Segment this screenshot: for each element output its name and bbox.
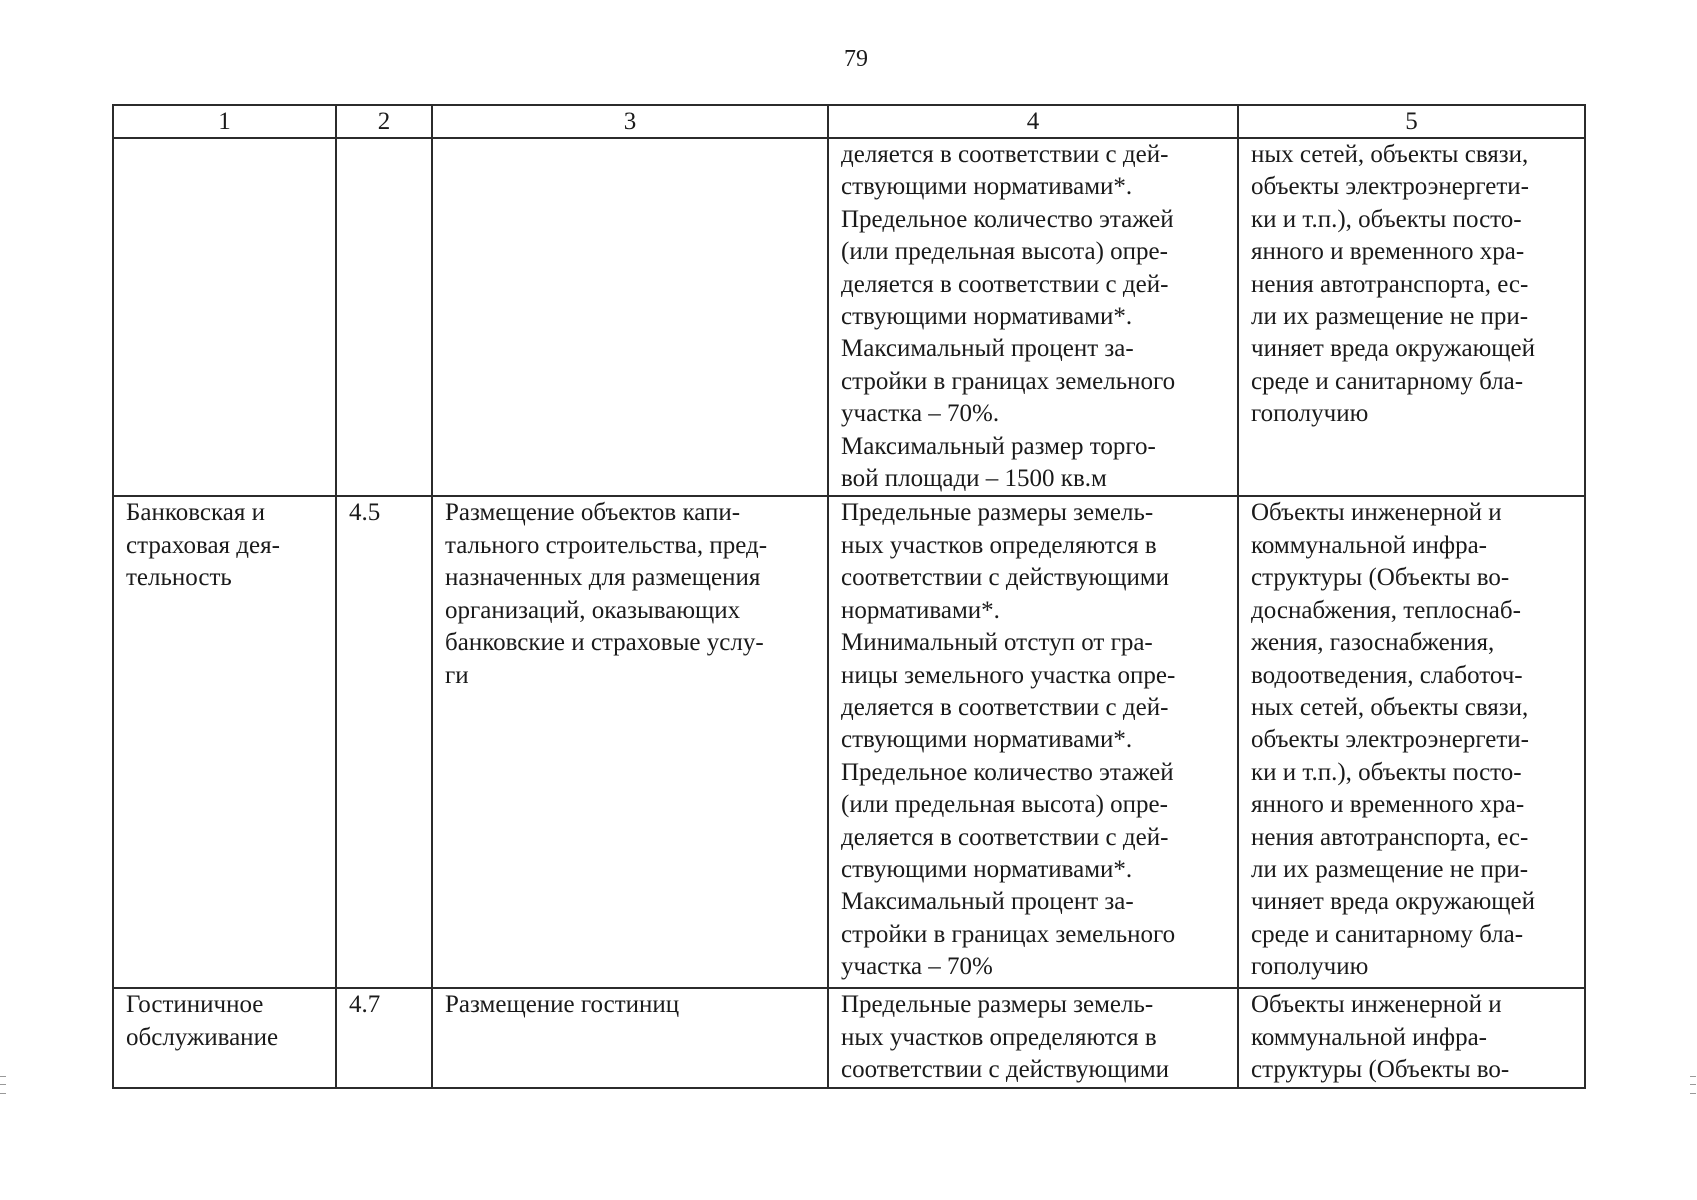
- text-line: ствующими нормативами*.: [841, 173, 1133, 201]
- text-line: Гостиничное: [126, 991, 264, 1019]
- cell-use-description: [432, 988, 828, 1087]
- text-line: Предельное количество этажей: [841, 205, 1174, 233]
- column-number-3: 3: [432, 105, 828, 138]
- text-line: Максимальный размер торго-: [841, 432, 1156, 460]
- text-line: доснабжения, теплоснаб-: [1251, 596, 1521, 624]
- text-line: Размещение гостиниц: [445, 991, 680, 1019]
- text-line: стройки в границах земельного: [841, 367, 1176, 395]
- text-line: тального строительства, пред-: [445, 531, 768, 559]
- text-line: обслуживание: [126, 1023, 279, 1051]
- text-line: структуры (Объекты во-: [1251, 1056, 1510, 1084]
- text-line: нормативами*.: [841, 596, 1000, 624]
- cell-use-description: [432, 138, 828, 496]
- scan-edge-mark: [0, 1076, 6, 1094]
- text-line: структуры (Объекты во-: [1251, 564, 1510, 592]
- cell-auxiliary-uses: [1238, 138, 1585, 496]
- text-line: ли их размещение не при-: [1251, 303, 1529, 331]
- text-line: коммунальной инфра-: [1251, 1023, 1487, 1051]
- text-line: Предельные размеры земель-: [841, 499, 1154, 527]
- text-line: ных участков определяются в: [841, 531, 1157, 559]
- text-line: стройки в границах земельного: [841, 920, 1176, 948]
- text-line: среде и санитарному бла-: [1251, 367, 1524, 395]
- text-line: Размещение объектов капи-: [445, 499, 741, 527]
- text-line: объекты электроэнергети-: [1251, 173, 1529, 201]
- text-line: ствующими нормативами*.: [841, 855, 1133, 883]
- column-number-4: 4: [828, 105, 1238, 138]
- text-line: Предельные размеры земель-: [841, 991, 1154, 1019]
- text-line: организаций, оказывающих: [445, 596, 741, 624]
- text-line: Объекты инженерной и: [1251, 991, 1502, 1019]
- text-line: янного и временного хра-: [1251, 791, 1525, 819]
- cell-use-code: [336, 138, 432, 496]
- text-line: 4.5: [349, 499, 381, 527]
- cell-parameters: [828, 138, 1238, 496]
- column-number-2: 2: [336, 105, 432, 138]
- text-line: Максимальный процент за-: [841, 335, 1134, 363]
- text-line: назначенных для размещения: [445, 564, 761, 592]
- text-line: ствующими нормативами*.: [841, 726, 1133, 754]
- text-line: водоотведения, слаботоч-: [1251, 661, 1523, 689]
- cell-auxiliary-uses: [1238, 496, 1585, 988]
- cell-use-name: [113, 988, 336, 1087]
- text-line: деляется в соответствии с дей-: [841, 823, 1169, 851]
- text-line: банковские и страховые услу-: [445, 629, 764, 657]
- page-number: 79: [844, 46, 868, 72]
- text-line: (или предельная высота) опре-: [841, 238, 1168, 266]
- text-line: ных сетей, объекты связи,: [1251, 141, 1529, 168]
- table-row-banking: [113, 496, 1585, 988]
- text-line: участка – 70%: [841, 953, 993, 981]
- text-line: деляется в соответствии с дей-: [841, 141, 1169, 168]
- cell-auxiliary-uses: [1238, 988, 1585, 1087]
- text-line: ли их размещение не при-: [1251, 855, 1529, 883]
- text-line: (или предельная высота) опре-: [841, 791, 1168, 819]
- column-number-5: 5: [1238, 105, 1585, 138]
- cell-use-code: [336, 496, 432, 988]
- text-line: соответствии с действующими: [841, 1056, 1170, 1084]
- text-line: ницы земельного участка опре-: [841, 661, 1176, 689]
- text-line: гополучию: [1251, 953, 1369, 981]
- text-line: деляется в соответствии с дей-: [841, 693, 1169, 721]
- cell-use-description: [432, 496, 828, 988]
- column-number-1: 1: [113, 105, 336, 138]
- text-line: тельность: [126, 564, 232, 592]
- cell-use-name: [113, 138, 336, 496]
- text-line: участка – 70%.: [841, 400, 1000, 428]
- cell-parameters: [828, 988, 1238, 1087]
- text-line: гополучию: [1251, 400, 1369, 428]
- text-line: ствующими нормативами*.: [841, 303, 1133, 331]
- text-line: чиняет вреда окружающей: [1251, 888, 1535, 916]
- text-line: вой площади – 1500 кв.м: [841, 465, 1107, 493]
- text-line: ки и т.п.), объекты посто-: [1251, 758, 1522, 786]
- text-line: 4.7: [349, 991, 381, 1019]
- text-line: Банковская и: [126, 499, 265, 527]
- table-row-hotel: [113, 988, 1585, 1087]
- text-line: нения автотранспорта, ес-: [1251, 823, 1529, 851]
- cell-parameters: [828, 496, 1238, 988]
- text-line: среде и санитарному бла-: [1251, 920, 1524, 948]
- text-line: Минимальный отступ от гра-: [841, 629, 1153, 657]
- text-line: Максимальный процент за-: [841, 888, 1134, 916]
- text-line: ки и т.п.), объекты посто-: [1251, 205, 1522, 233]
- text-line: чиняет вреда окружающей: [1251, 335, 1535, 363]
- text-line: Объекты инженерной и: [1251, 499, 1502, 527]
- cell-use-code: [336, 988, 432, 1087]
- text-line: ных участков определяются в: [841, 1023, 1157, 1051]
- text-line: объекты электроэнергети-: [1251, 726, 1529, 754]
- scan-edge-mark: [1690, 1076, 1696, 1094]
- text-line: коммунальной инфра-: [1251, 531, 1487, 559]
- text-line: нения автотранспорта, ес-: [1251, 270, 1529, 298]
- zoning-table: [112, 104, 1586, 1089]
- text-line: жения, газоснабжения,: [1251, 629, 1495, 657]
- text-line: янного и временного хра-: [1251, 238, 1525, 266]
- text-line: Предельное количество этажей: [841, 758, 1174, 786]
- text-line: ги: [445, 661, 469, 689]
- text-line: ных сетей, объекты связи,: [1251, 693, 1529, 721]
- text-line: страховая дея-: [126, 531, 280, 559]
- text-line: соответствии с действующими: [841, 564, 1170, 592]
- table-row-continued: [113, 138, 1585, 496]
- column-number-row: [113, 105, 1585, 138]
- cell-use-name: [113, 496, 336, 988]
- text-line: деляется в соответствии с дей-: [841, 270, 1169, 298]
